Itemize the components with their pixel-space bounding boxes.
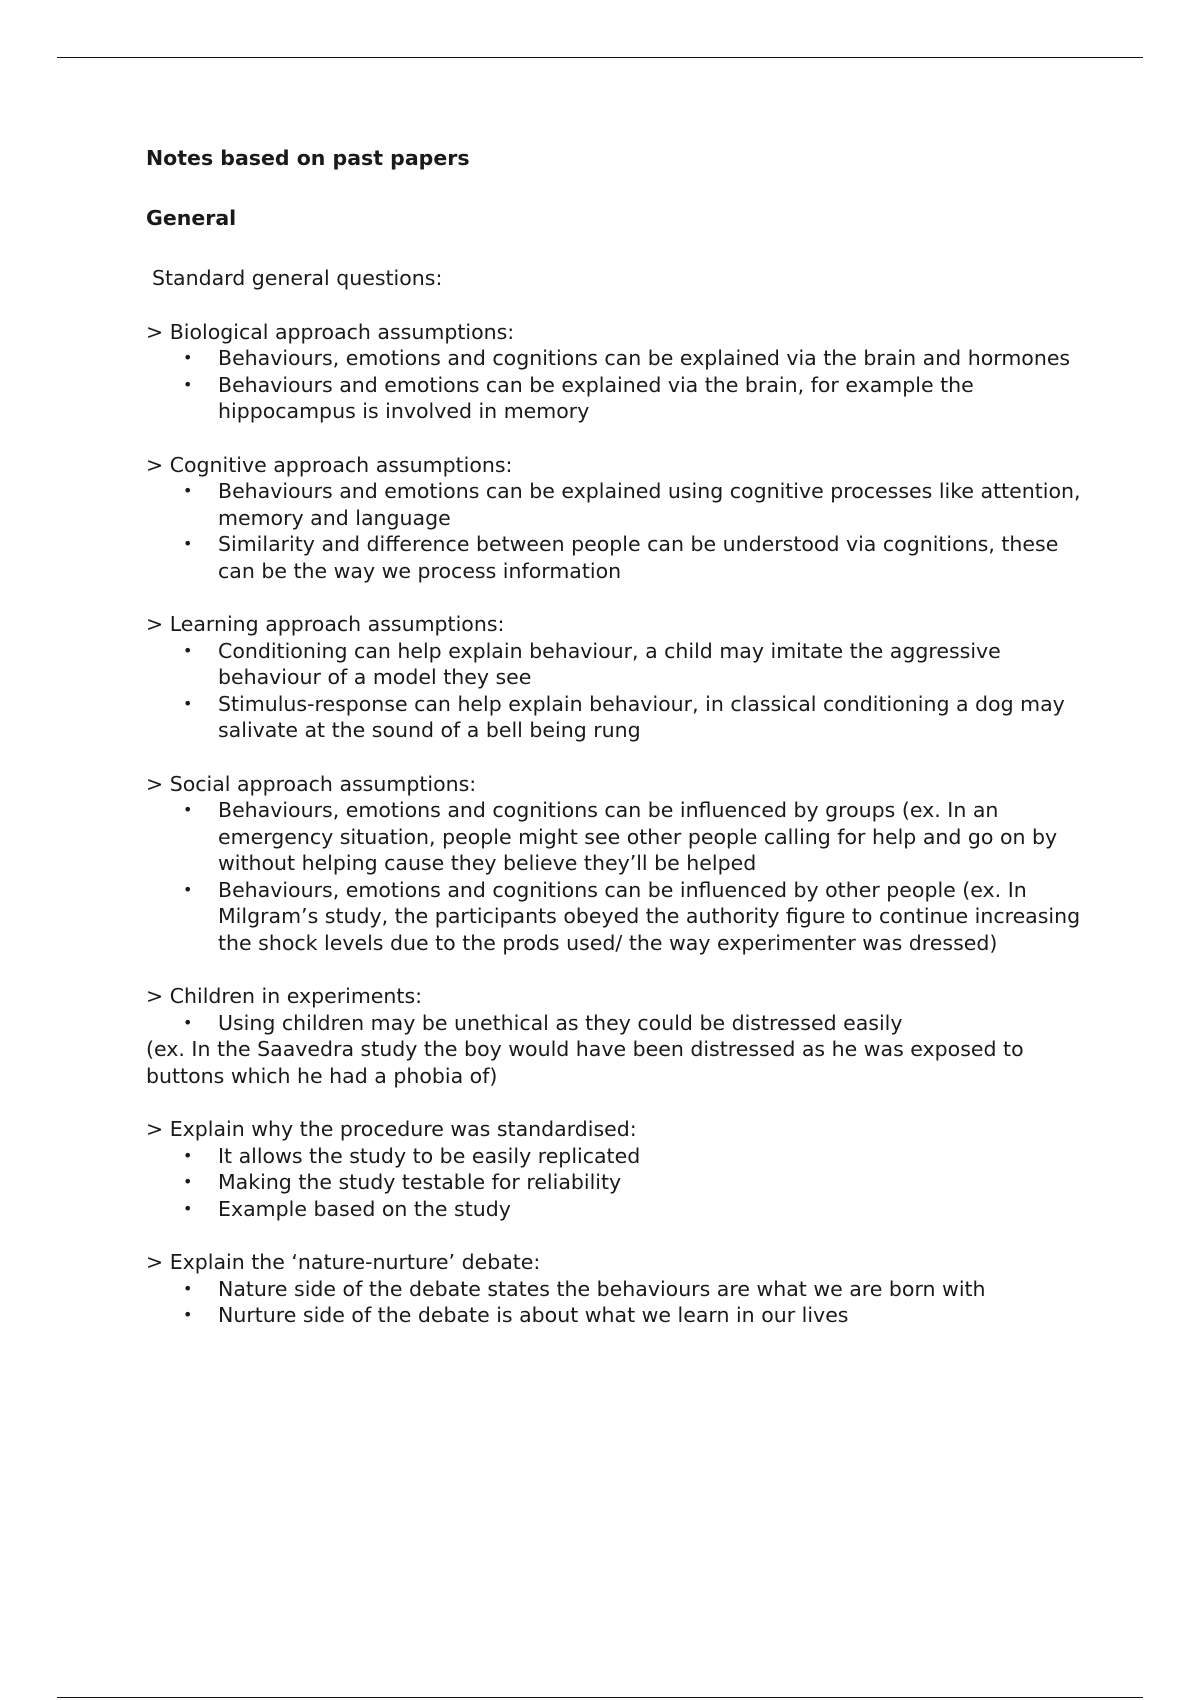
question-section	[146, 319, 1096, 425]
question-section	[146, 983, 1096, 1089]
list-item	[183, 797, 1096, 877]
question-section	[146, 611, 1096, 744]
bullet-icon: •	[183, 374, 193, 394]
list-item-text: Behaviours and emotions can be explained via the brain, for example the hippocampus is involved in memory	[218, 372, 974, 423]
bullet-icon: •	[183, 1012, 193, 1032]
list-item-text: Behaviours, emotions and cognitions can be influenced by other people (ex. In Milgram’s study, the participants obeyed the authority figure to continue increasing the shock levels due to the prods used/ the way experimenter was dressed)	[218, 877, 1081, 955]
bullet-list	[146, 1010, 1096, 1037]
bottom-divider	[57, 1697, 1143, 1698]
document-body	[146, 145, 1096, 1329]
bullet-list	[146, 1276, 1096, 1329]
list-item	[183, 1169, 1096, 1196]
section-heading: > Explain why the procedure was standardised:	[146, 1117, 637, 1141]
bullet-icon: •	[183, 481, 193, 500]
question-section	[146, 1249, 1096, 1329]
list-item-text: Similarity and difference between people can be understood via cognitions, these can be the way we process information	[218, 532, 1059, 583]
list-item-text: Using children may be unethical as they could be distressed easily	[218, 1010, 903, 1035]
section-heading: > Explain the ‘nature-nurture’ debate:	[146, 1250, 541, 1274]
list-item	[183, 691, 1096, 744]
list-item	[183, 1302, 1096, 1329]
bullet-icon: •	[183, 1278, 193, 1298]
bullet-icon: •	[183, 1198, 193, 1218]
question-sections	[146, 319, 1096, 1329]
section-heading: > Biological approach assumptions:	[146, 319, 515, 344]
bullet-list	[146, 345, 1096, 425]
list-item	[183, 1010, 1096, 1037]
question-section	[146, 771, 1096, 957]
list-item-text: Nature side of the debate states the behaviours are what we are born with	[218, 1276, 986, 1301]
list-item	[183, 877, 1096, 957]
bullet-icon: •	[183, 348, 193, 367]
list-item	[183, 1276, 1096, 1303]
intro-text: Standard general questions:	[152, 266, 443, 290]
section-title-general: General	[146, 205, 237, 230]
bullet-icon: •	[183, 534, 193, 553]
bullet-list	[146, 1143, 1096, 1223]
bullet-icon: •	[183, 879, 193, 899]
bullet-list	[146, 797, 1096, 956]
bullet-icon: •	[183, 1172, 193, 1191]
list-item-text: Behaviours, emotions and cognitions can be influenced by groups (ex. In an emergency situation, people might see other people calling for help and go on by without helping cause they believe they’ll be helped	[218, 798, 1058, 875]
bullet-icon: •	[183, 1305, 193, 1324]
list-item-text: Stimulus-response can help explain behaviour, in classical conditioning a dog may salivate at the sound of a bell being rung	[218, 691, 1065, 742]
list-item	[183, 345, 1096, 372]
question-section	[146, 452, 1096, 585]
section-heading: > Cognitive approach assumptions:	[146, 452, 513, 477]
section-heading: > Learning approach assumptions:	[146, 612, 505, 636]
document-title: Notes based on past papers	[146, 146, 470, 170]
list-item-text: Conditioning can help explain behaviour, a child may imitate the aggressive behaviour of a model they see	[218, 638, 1001, 689]
list-item-text: Behaviours, emotions and cognitions can be explained via the brain and hormones	[218, 346, 1071, 370]
list-item-text: Making the study testable for reliability	[218, 1170, 622, 1194]
list-item-text: It allows the study to be easily replicated	[218, 1143, 641, 1168]
bullet-list	[146, 478, 1096, 584]
section-note: (ex. In the Saavedra study the boy would have been distressed as he was exposed to buttons which he had a phobia of)	[146, 1037, 1024, 1088]
list-item	[183, 1196, 1096, 1223]
list-item-text: Behaviours and emotions can be explained using cognitive processes like attention, memory and language	[218, 479, 1081, 530]
list-item-text: Example based on the study	[218, 1196, 511, 1221]
list-item	[183, 478, 1096, 531]
bullet-list	[146, 638, 1096, 744]
bullet-icon: •	[183, 1145, 193, 1165]
list-item	[183, 1143, 1096, 1170]
section-heading: > Social approach assumptions:	[146, 771, 477, 796]
top-divider	[57, 57, 1143, 58]
bullet-icon: •	[183, 693, 193, 713]
bullet-icon: •	[183, 640, 193, 660]
list-item	[183, 531, 1096, 584]
question-section	[146, 1116, 1096, 1222]
bullet-icon: •	[183, 800, 193, 819]
section-heading: > Children in experiments:	[146, 984, 423, 1008]
list-item	[183, 372, 1096, 425]
list-item-text: Nurture side of the debate is about what we learn in our lives	[218, 1303, 849, 1327]
list-item	[183, 638, 1096, 691]
